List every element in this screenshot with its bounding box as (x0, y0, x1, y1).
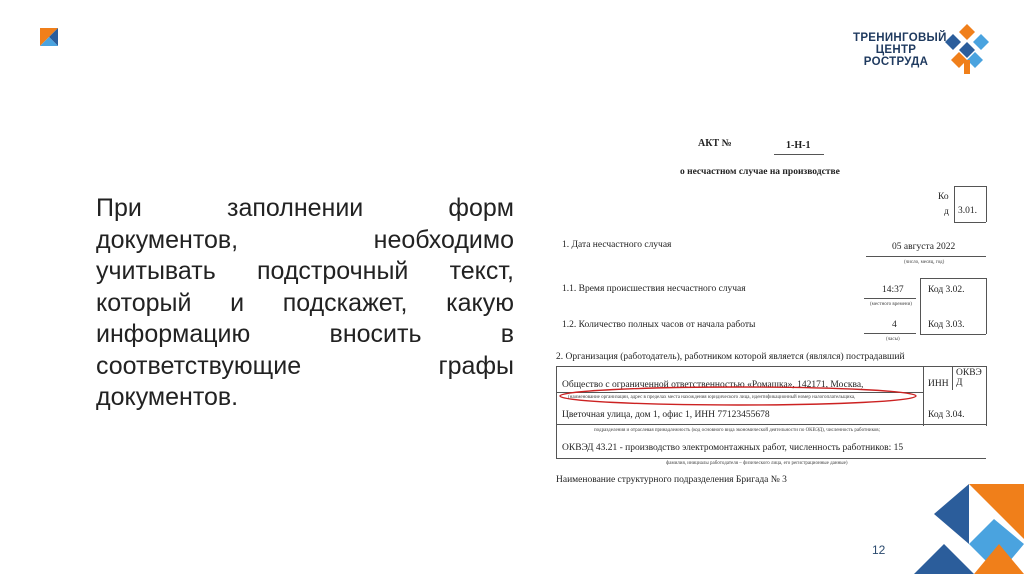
hours-label: 1.2. Количество полных часов от начала работы (562, 320, 756, 330)
text-line (96, 319, 514, 351)
hours-hint: (часы) (886, 337, 900, 342)
act-subtitle: о несчастном случае на производстве (680, 167, 840, 177)
brand-logo (853, 24, 993, 74)
word: информацию (96, 320, 251, 348)
hours-value: 4 (892, 320, 897, 330)
kod-value: 3.01. (958, 206, 977, 216)
act-document-scan (548, 130, 996, 500)
org-line-2-underline (556, 424, 986, 425)
kod-box-top (954, 186, 986, 187)
number-underline (774, 154, 824, 155)
word: в (500, 320, 514, 348)
text-line (96, 351, 514, 383)
accident-time-value: 14:37 (882, 285, 904, 295)
time-code: Код 3.02. (928, 285, 965, 295)
word: соответствующие (96, 351, 302, 380)
organization-label: 2. Организация (работодатель), работником которой является (являлся) пострадавший (556, 352, 905, 362)
time-hint: (местного времени) (870, 302, 912, 307)
brand-line-2: ЦЕНТР (875, 44, 917, 56)
decorative-shapes-icon (914, 484, 1024, 574)
okved-col-right (986, 366, 987, 426)
instruction-text (96, 193, 514, 414)
org-hint-2: подразделения и отраслевая принадлежность (код основного вида экономической деятельности по ОКВЭД), численность работников; (594, 428, 880, 433)
word: При (96, 194, 142, 222)
page-number: 12 (872, 543, 886, 557)
inn-col-right (952, 366, 953, 390)
text-line (96, 382, 514, 414)
word: подстрочный (256, 257, 409, 285)
word: форм (448, 194, 514, 222)
code-col-left (920, 278, 921, 334)
word: вносить (329, 320, 422, 348)
text-line (96, 225, 514, 257)
word: документов. (96, 383, 239, 411)
act-title: АКТ № (698, 138, 732, 149)
address-code: Код 3.04. (928, 410, 965, 420)
org-table-top (556, 366, 986, 367)
org-line-3: ОКВЭД 43.21 - производство электромонтажных работ, численность работников: 15 (562, 443, 904, 453)
text-line (96, 288, 514, 320)
brand-name (853, 32, 947, 68)
org-hint-3: фамилия, инициалы работодателя – физического лица, его регистрационные данные) (666, 461, 848, 466)
inn-label: ИНН (928, 379, 949, 389)
accident-date-label: 1. Дата несчастного случая (562, 240, 672, 250)
code-col-right (986, 278, 987, 334)
kod-label-1: Ко (938, 192, 949, 202)
date-underline (866, 256, 986, 257)
word: какую (446, 288, 514, 317)
kod-label-2: д (944, 207, 949, 217)
text-line (96, 193, 514, 225)
act-number: 1-Н-1 (786, 140, 811, 151)
word: и (230, 288, 245, 317)
word: документов, (96, 225, 239, 254)
brand-line-1: ТРЕНИНГОВЫЙ (853, 32, 947, 44)
brand-line-3: РОСТРУДА (863, 56, 929, 68)
word: подскажет, (282, 288, 408, 317)
word: заполнении (226, 194, 364, 222)
time-underline (864, 298, 916, 299)
corner-logo-icon (40, 28, 58, 46)
kod-box-bottom (954, 222, 986, 223)
word: учитывать (96, 257, 216, 285)
word: графы (438, 351, 514, 380)
highlight-oval (548, 384, 928, 408)
okved-label: ОКВЭ Д (956, 368, 982, 388)
org-line-3-underline (556, 458, 986, 459)
word: который (96, 288, 192, 317)
accident-time-label: 1.1. Время происшествия несчастного случая (562, 284, 746, 294)
word: текст, (449, 257, 514, 285)
brand-mark-icon (945, 24, 989, 74)
org-table-left (556, 366, 557, 458)
word: необходимо (373, 225, 514, 254)
date-hint: (число, месяц, год) (904, 260, 945, 265)
code-col-top (920, 278, 986, 279)
text-line (96, 256, 514, 288)
org-line-1: Общество с ограниченной ответственностью «Ромашка», 142171, Москва, (562, 380, 864, 390)
kod-box-left (954, 186, 955, 222)
kod-box-right (986, 186, 987, 222)
hours-code: Код 3.03. (928, 320, 965, 330)
subdivision-line: Наименование структурного подразделения Бригада № 3 (556, 475, 787, 485)
hours-underline (864, 333, 916, 334)
org-hint-1: (наименование организации, адрес в пределах места нахождения юридического лица, идентификационный номер налогоплательщика, (568, 395, 856, 400)
code-col-bottom (920, 334, 986, 335)
org-line-2: Цветочная улица, дом 1, офис 1, ИНН 77123455678 (562, 410, 770, 420)
accident-date-value: 05 августа 2022 (892, 242, 956, 252)
